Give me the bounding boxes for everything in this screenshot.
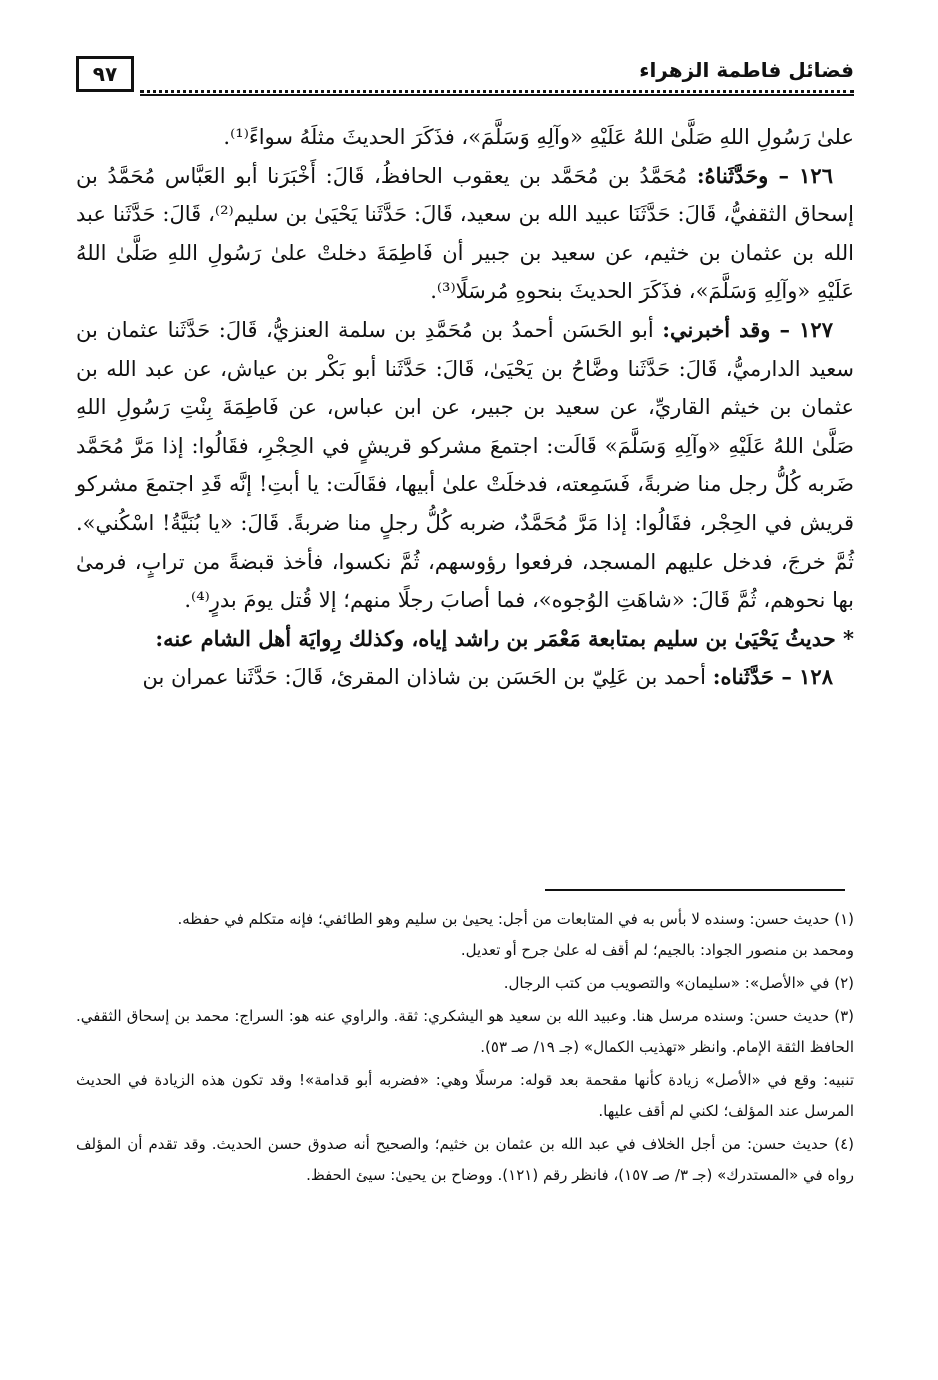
footnote-3: (٣) حديث حسن: وسنده مرسل هنا. وعبيد الله بن سعيد هو اليشكري: ثقة. والراوي عنه هو: السراج: محمد بن إسحاق الثقفي. الحافظ الثقة الإمام. وانظر «تهذيب الكمال» (جـ ١٩/ صـ ٥٣). [76,1007,854,1056]
footnote-1-continued: ومحمد بن منصور الجواد: بالجيم؛ لم أقف له علىٰ جرح أو تعديل. [460,941,854,959]
hadith-127 [76,311,854,620]
running-title: فضائل فاطمة الزهراء [639,58,854,82]
main-text [76,118,854,697]
footnotes [76,904,854,1191]
footnote-1: (١) حديث حسن: وسنده لا بأس به في المتابعات من أجل: يحيىٰ بن سليم وهو الطائفي؛ فإنه متكلم في حفظه. [177,910,854,928]
hadith-128 [76,658,854,697]
hadith-text: أبو الحَسَن أحمدُ بن مُحَمَّدِ بن سلمة العنزيُّ، قَالَ: حَدَّثَنا عثمان بن سعيد الدارميُّ، قَالَ: حَدَّثَنا وضَّاحُ بن يَحْيَىٰ، قَالَ: حَدَّثَنا أبو بَكْر بن عياش، عن عبد الله بن عثمان بن خيثم القاريِّ، عن سعيد بن جبير، عن ابن عباس، عن فَاطِمَةَ بِنْتِ رَسُولِ اللهِ صَلَّىٰ اللهُ عَلَيْهِ «وآلِهِ وَسَلَّمَ» قَالَت: اجتمعَ مشركو قريشٍ في الحِجْرِ، فقَالُوا: إذا مَرَّ مُحَمَّد ضَربه كُلُّ رجل منا ضربةً، فَسَمِعته، فدخلَتْ علىٰ أبيها، فقَالَت: يا أبتِ! إنَّه قَدِ اجتمعَ مشركو قريش في الحِجْر، فقَالُوا: إذا مَرَّ مُحَمَّدٌ، ضربه كُلُّ رجلٍ منا ضربةً. قَالَ: «يا بُنَيَّةُ! اسْكُني». ثُمَّ خرجَ، فدخل عليهم المسجد، فرفعوا رؤوسهم، ثُمَّ نكسوا، فأخذ قبضةً من ترابٍ، فرمىٰ بها نحوهم، ثُمَّ قَالَ: «شاهَتِ الوُجوه»، فما أصابَ رجلًا منهم؛ إلا قُتل يومَ بدرٍ⁽⁴⁾. [76,317,854,613]
hadith-126 [76,157,854,311]
footnote-separator [545,889,845,891]
page-header [76,56,854,96]
footnote-3-note: تنبيه: وقع في «الأصل» زيادة كأنها مقحمة بعد قوله: مرسلًا وهي: «فضربه أبو قدامة»! وقد تكون هذه الزيادة في الحديث المرسل عند المؤلف؛ لكني لم أقف عليها. [76,1071,854,1120]
hadith-text: مُحَمَّدُ بن مُحَمَّد بن يعقوب الحافظُ، قَالَ: أَخْبَرَنا أبو العَبَّاس مُحَمَّدُ بن إسحاق الثقفيُّ، قَالَ: حَدَّثَنَا عبيد الله بن سعيد، قَالَ: حَدَّثَنا يَحْيَىٰ بن سليم⁽²⁾، قَالَ: حَدَّثَنا عبد الله بن عثمان بن خثيم، عن سعيد بن جبير أن فَاطِمَةَ دخلتْ علىٰ رَسُولِ اللهِ صَلَّىٰ اللهُ عَلَيْهِ «وآلِهِ وَسَلَّمَ»، فذَكَرَ الحديثَ بنحوهِ مُرسَلًا⁽³⁾. [76,163,854,304]
section-heading: * حديثُ يَحْيَىٰ بن سليم بمتابعة مَعْمَر بن راشد إياه، وكذلك رِوايَة أهل الشام عنه: [155,625,854,651]
header-solid-rule [140,94,854,96]
footnote-4: (٤) حديث حسن: من أجل الخلاف في عبد الله بن عثمان بن خثيم؛ والصحيح أنه صدوق حسن الحديث. وقد تقدم أن المؤلف رواه في «المستدرك» (جـ ٣/ صـ ١٥٧)، فانظر رقم (١٢١). ووضاح بن يحيىٰ: سيئ الحفظ. [76,1135,854,1184]
footnote-2: (٢) في «الأصل»: «سليمان» والتصويب من كتب الرجال. [503,974,854,992]
page-number: ٩٧ [76,56,134,92]
hadith-number: ١٢٧ – وقد أخبرني: [662,316,833,342]
paragraph: علىٰ رَسُولِ اللهِ صَلَّىٰ اللهُ عَلَيْهِ «وآلِهِ وَسَلَّمَ»، فذَكَرَ الحديثَ مثلَهُ سواءً⁽¹⁾. [223,125,854,149]
hadith-text: أحمد بن عَلِيّ بن الحَسَن بن شاذان المقرئ، قَالَ: حَدَّثَنا عمران بن [142,665,706,690]
hadith-number: ١٢٨ – حَدَّثَناه: [712,664,833,690]
hadith-number: ١٢٦ – وحَدَّثَناهُ: [696,162,833,188]
header-dotted-rule [140,90,854,93]
